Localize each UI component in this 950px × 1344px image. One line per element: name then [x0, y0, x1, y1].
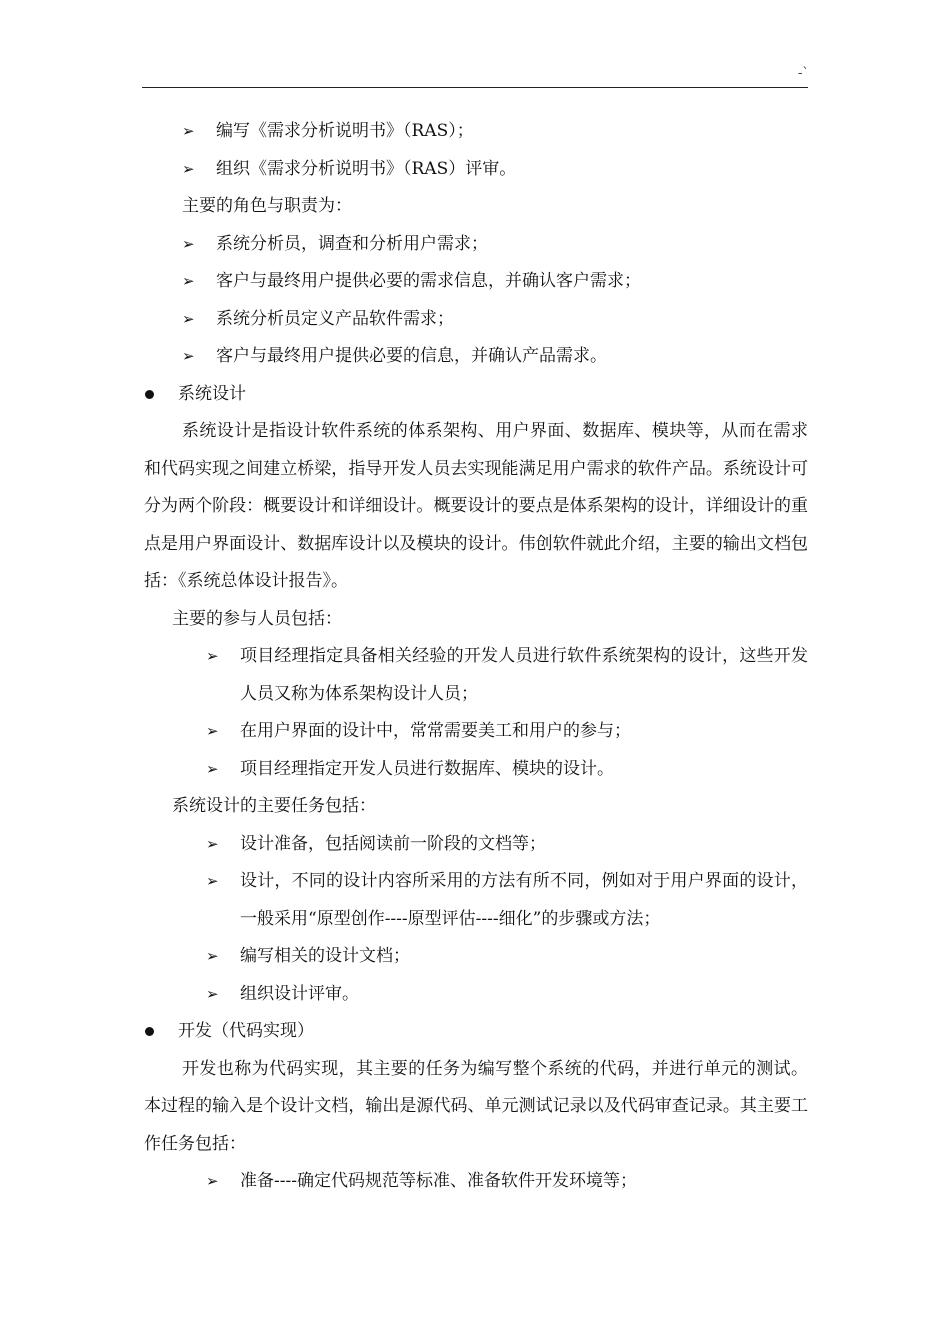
- list-item: ➢ 系统分析员，调查和分析用户需求；: [0, 226, 950, 264]
- arrow-bullet-icon: ➢: [182, 159, 195, 178]
- arrow-bullet-icon: ➢: [206, 1172, 219, 1190]
- list-item: ➢ 客户与最终用户提供必要的信息，并确认产品需求。: [0, 338, 950, 376]
- arrow-bullet-icon: ➢: [182, 347, 195, 365]
- list-item: ➢ 编写《需求分析说明书》（RAS）；: [0, 113, 950, 151]
- arrow-bullet-icon: ➢: [206, 984, 219, 1003]
- bullet-dot-icon: [145, 1027, 154, 1036]
- bullet-dot-icon: [145, 390, 154, 399]
- arrow-bullet-icon: ➢: [206, 947, 219, 965]
- arrow-bullet-icon: ➢: [182, 309, 195, 328]
- participants-heading: 主要的参与人员包括：: [172, 608, 342, 629]
- section-heading-dev: 开发（代码实现）: [0, 1013, 950, 1051]
- list-item: ➢ 编写相关的设计文档；: [0, 938, 950, 976]
- section-heading-design: 系统设计: [0, 376, 950, 414]
- list-item: ➢ 在用户界面的设计中，常常需要美工和用户的参与；: [0, 713, 950, 751]
- design-paragraph: 系统设计是指设计软件系统的体系架构、用户界面、数据库、模块等，从而在需求和代码实现之间建立桥梁，指导开发人员去实现能满足用户需求的软件产品。系统设计可分为两个阶段：概要设计和详细设计。概要设计的要点是体系架构的设计，详细设计的重点是用户界面设计、数据库设计以及模块的设计。伟创软件就此介绍，主要的输出文档包括：《系统总体设计报告》。: [144, 421, 808, 591]
- arrow-bullet-icon: ➢: [206, 759, 219, 778]
- list-item: ➢ 项目经理指定具备相关经验的开发人员进行软件系统架构的设计，这些开发人员又称为体系架构设计人员；: [0, 638, 950, 713]
- list-item: ➢ 准备----确定代码规范等标准、准备软件开发环境等；: [0, 1163, 950, 1201]
- list-item: ➢ 组织设计评审。: [0, 976, 950, 1014]
- list-item: ➢ 项目经理指定开发人员进行数据库、模块的设计。: [0, 751, 950, 789]
- arrow-bullet-icon: ➢: [206, 872, 219, 890]
- arrow-bullet-icon: ➢: [182, 122, 195, 140]
- list-item: ➢ 组织《需求分析说明书》（RAS）评审。: [0, 151, 950, 189]
- dev-paragraph: 开发也称为代码实现，其主要的任务为编写整个系统的代码，并进行单元的测试。本过程的输入是个设计文档，输出是源代码、单元测试记录以及代码审查记录。其主要工作任务包括：: [144, 1058, 808, 1154]
- arrow-bullet-icon: ➢: [206, 722, 219, 740]
- document-body: [0, 113, 950, 1201]
- arrow-bullet-icon: ➢: [206, 647, 219, 665]
- arrow-bullet-icon: ➢: [206, 834, 219, 853]
- list-item: ➢ 设计准备，包括阅读前一阶段的文档等；: [0, 826, 950, 864]
- arrow-bullet-icon: ➢: [182, 234, 195, 253]
- arrow-bullet-icon: ➢: [182, 272, 195, 290]
- tasks-heading: 系统设计的主要任务包括：: [172, 796, 376, 816]
- header-mark: -`: [798, 66, 809, 81]
- header-rule: [142, 87, 808, 88]
- list-item: ➢ 设计，不同的设计内容所采用的方法有所不同，例如对于用户界面的设计，一般采用“原型创作----原型评估----细化”的步骤或方法；: [0, 863, 950, 938]
- roles-heading: 主要的角色与职责为：: [182, 196, 352, 216]
- list-item: ➢ 系统分析员定义产品软件需求；: [0, 301, 950, 339]
- list-item: ➢ 客户与最终用户提供必要的需求信息，并确认客户需求；: [0, 263, 950, 301]
